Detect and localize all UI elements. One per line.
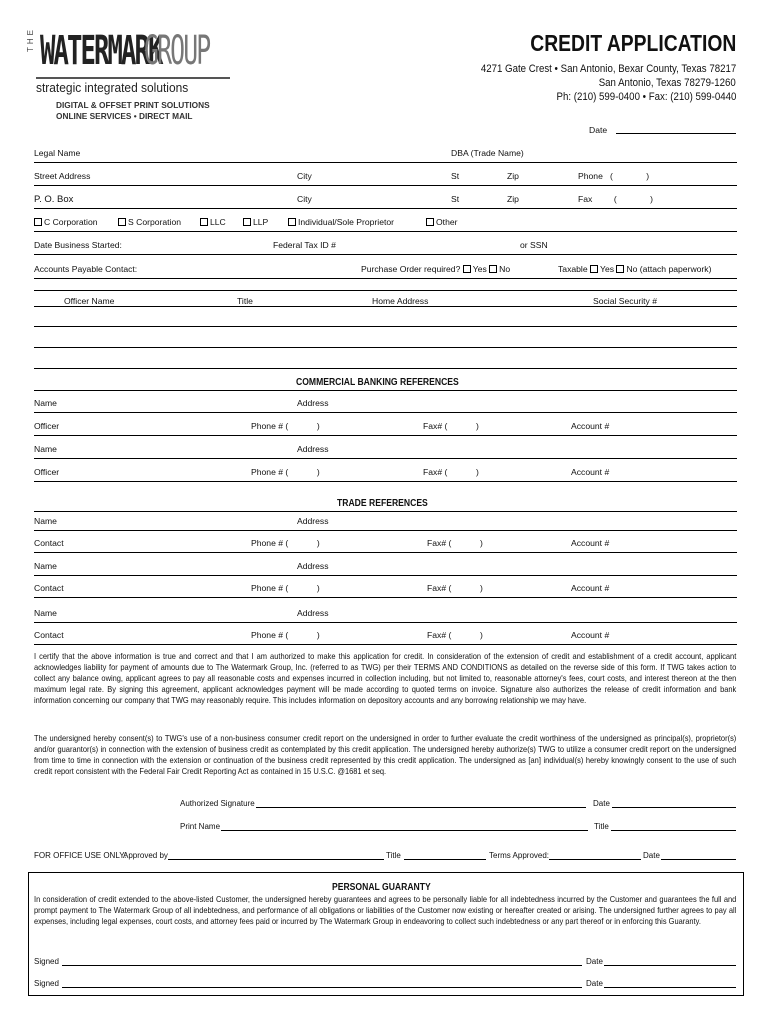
office-date-label: Date [643, 851, 660, 860]
terms-approved-field[interactable] [549, 859, 641, 860]
guaranty-date-label-2: Date [586, 979, 603, 988]
guaranty-signed-label-2: Signed [34, 979, 59, 988]
officer-row-2[interactable] [34, 326, 737, 327]
banking-heading: COMMERCIAL BANKING REFERENCES [296, 377, 459, 388]
page-title: CREDIT APPLICATION [529, 30, 736, 56]
po-no-option[interactable]: No [489, 264, 510, 274]
checkbox-icon [616, 265, 624, 273]
guaranty-date-field-2[interactable] [604, 987, 736, 988]
trade-account-label-1: Account # [571, 538, 610, 548]
bank-name-label: Name [34, 398, 57, 408]
checkbox-icon [489, 265, 497, 273]
trade-name-label-2: Name [34, 561, 57, 571]
bank-name-field-2[interactable] [34, 458, 737, 459]
certify-paragraph: I certify that the above information is true and correct and that I am authorized to make this application for credit. In consideration of the extension of credit and establishment of a credit account, applicant acknowledges liability for payment of amounts due to The Watermark Group, Inc. (referred to as TWG) per their TERMS AND CONDITIONS as detailed on the reverse side of this form. If TWG takes action to collect any balance owing, applicant agrees to pay all reasonable costs and expenses incurred in collection including, but not limited to, reasonable attorney's fees, court costs, and interest thereon at the then maximum legal rate. By signing this agreement, applicant acknowledges payment will be made according to quoted terms on invoice. Signature also authorizes the release of credit information and bank information concerning our company that TWG may reasonably require. This includes information on depository accounts and any borrowing relationship we may have. [34, 651, 737, 705]
ap-contact-field[interactable] [34, 278, 737, 279]
trade-contact-label-3: Contact [34, 630, 64, 640]
header-phone: Ph: (210) 599-0400 • Fax: (210) 599-0440 [556, 91, 736, 103]
zip-label: Zip [507, 171, 519, 181]
terms-approved-label: Terms Approved: [489, 851, 550, 860]
guaranty-signed-label-1: Signed [34, 957, 59, 966]
st-label-2: St [451, 194, 460, 204]
checkbox-icon [200, 218, 208, 226]
checkbox-icon [463, 265, 471, 273]
signature-date-field[interactable] [612, 807, 736, 808]
city-label-2: City [297, 194, 312, 204]
approved-by-field[interactable] [168, 859, 384, 860]
bank-fax-label: Fax# ( ) [423, 421, 479, 431]
checkbox-icon [426, 218, 434, 226]
legal-name-field[interactable] [34, 162, 737, 163]
trade-account-label-2: Account # [571, 583, 610, 593]
po-box-label: P. O. Box [34, 194, 74, 205]
office-use-label: FOR OFFICE USE ONLY: [34, 851, 127, 860]
print-title-field[interactable] [611, 830, 736, 831]
guaranty-date-field-1[interactable] [604, 965, 736, 966]
guaranty-signed-field-2[interactable] [62, 987, 582, 988]
trade-account-label-3: Account # [571, 630, 610, 640]
trade-address-label-1: Address [297, 516, 329, 526]
consent-paragraph: The undersigned hereby consent(s) to TWG's use of a non-business consumer credit report on the undersigned in order to further evaluate the credit worthiness of the undersigned as principal(s), proprietor(s) and/or guarantor(s) in connection with the extension of business credit as contemplated by this credit application. The undersigned hereby authorize(s) TWG to utilize a consumer credit report on the undersigned from time to time in connection with the extension or continuation of the business credit represented by this credit application. The undersigned as [an] individual(s) hereby knowingly consent to the use of such credit report consistent with the Federal Fair Credit Reporting Act as contained in 15 U.S.C. @1681 et seq. [34, 733, 737, 776]
logo-divider [36, 77, 230, 79]
entity-c-corp[interactable]: C Corporation [34, 217, 98, 227]
logo-word-group: GROUP [144, 28, 210, 74]
home-address-header: Home Address [372, 296, 429, 306]
federal-tax-label: Federal Tax ID # [273, 240, 336, 250]
bank-name-label-2: Name [34, 444, 57, 454]
checkbox-icon [243, 218, 251, 226]
city-label: City [297, 171, 312, 181]
date-started-field[interactable] [34, 254, 737, 255]
date-field[interactable] [616, 133, 736, 134]
ssn-header: Social Security # [593, 296, 658, 306]
guaranty-paragraph: In consideration of credit extended to the above-listed Customer, the undersigned hereby guarantees and agrees to be personally liable for all indebtedness incurred by the Customer and guarantees the full and prompt payment to The Watermark Group of all indebtedness, and performance of all obligations or liabilities of the Customer now existing or hereafter created or arising. The undersigned further agrees to pay all expenses, including legal expenses, court costs, and attorney fees paid or incurred by The Watermark Group in endeavoring to collect such indebtedness or any part thereof or in enforcing this Guaranty. [34, 894, 737, 926]
print-title-label: Title [594, 822, 609, 831]
trade-contact-field-3[interactable] [34, 644, 737, 645]
bank-officer-field[interactable] [34, 435, 737, 436]
dba-label: DBA (Trade Name) [451, 148, 524, 158]
trade-fax-label-3: Fax# ( ) [427, 630, 483, 640]
fax-label: Fax ( ) [578, 194, 653, 204]
trade-name-field-2[interactable] [34, 575, 737, 576]
logo-the: THE [26, 27, 35, 52]
trade-fax-label-2: Fax# ( ) [427, 583, 483, 593]
trade-address-label-2: Address [297, 561, 329, 571]
trade-contact-label-2: Contact [34, 583, 64, 593]
header-address-1: 4271 Gate Crest • San Antonio, Bexar County, Texas 78217 [480, 63, 736, 75]
entity-llp[interactable]: LLP [243, 217, 268, 227]
entity-sole-proprietor[interactable]: Individual/Sole Proprietor [288, 217, 394, 227]
bank-phone-label: Phone # ( ) [251, 421, 320, 431]
logo-line-1: DIGITAL & OFFSET PRINT SOLUTIONS [56, 100, 210, 110]
taxable-group: Taxable Yes No (attach paperwork) [558, 264, 712, 274]
authorized-signature-field[interactable] [256, 807, 586, 808]
legal-name-label: Legal Name [34, 148, 81, 158]
phone-label: Phone ( ) [578, 171, 650, 181]
po-box-field[interactable] [34, 208, 737, 209]
date-started-label: Date Business Started: [34, 240, 122, 250]
street-label: Street Address [34, 171, 91, 181]
checkbox-icon [118, 218, 126, 226]
zip-label-2: Zip [507, 194, 519, 204]
office-title-label: Title [386, 851, 401, 860]
trade-heading: TRADE REFERENCES [337, 498, 428, 509]
entity-s-corp[interactable]: S Corporation [118, 217, 181, 227]
bank-account-label-2: Account # [571, 467, 610, 477]
logo-tagline: strategic integrated solutions [36, 80, 189, 95]
trade-name-field-3[interactable] [34, 622, 737, 623]
print-name-field[interactable] [221, 830, 588, 831]
header-address-2: San Antonio, Texas 78279-1260 [598, 77, 736, 89]
ap-contact-label: Accounts Payable Contact: [34, 264, 138, 274]
trade-name-field-1[interactable] [34, 530, 737, 531]
taxable-yes-option[interactable]: Yes [590, 264, 614, 274]
bank-officer-label-2: Officer [34, 467, 60, 477]
entity-divider [34, 231, 737, 232]
logo-word-watermark: WATERMARK [40, 28, 162, 74]
guaranty-date-label-1: Date [586, 957, 603, 966]
trade-name-label-1: Name [34, 516, 57, 526]
authorized-signature-label: Authorized Signature [180, 799, 255, 808]
print-name-label: Print Name [180, 822, 221, 831]
checkbox-icon [590, 265, 598, 273]
banking-heading-line [34, 390, 737, 391]
st-label: St [451, 171, 460, 181]
trade-phone-label-3: Phone # ( ) [251, 630, 320, 640]
trade-phone-label-1: Phone # ( ) [251, 538, 320, 548]
trade-contact-field-1[interactable] [34, 552, 737, 553]
bank-fax-label-2: Fax# ( ) [423, 467, 479, 477]
officer-row-3[interactable] [34, 347, 737, 348]
guaranty-signed-field-1[interactable] [62, 965, 582, 966]
approved-by-label: Approved by [123, 851, 168, 860]
bank-officer-label: Officer [34, 421, 60, 431]
officer-name-header: Officer Name [64, 296, 115, 306]
date-label: Date [589, 125, 608, 135]
bank-account-label: Account # [571, 421, 610, 431]
checkbox-icon [34, 218, 42, 226]
trade-fax-label-1: Fax# ( ) [427, 538, 483, 548]
trade-address-label-3: Address [297, 608, 329, 618]
bank-name-field[interactable] [34, 412, 737, 413]
logo-line-2: ONLINE SERVICES • DIRECT MAIL [56, 111, 193, 121]
trade-heading-line [34, 511, 737, 512]
trade-contact-label-1: Contact [34, 538, 64, 548]
bank-address-label-2: Address [297, 444, 329, 454]
officer-table-top [34, 290, 737, 291]
entity-llc[interactable]: LLC [200, 217, 226, 227]
trade-contact-field-2[interactable] [34, 597, 737, 598]
title-header: Title [237, 296, 253, 306]
trade-name-label-3: Name [34, 608, 57, 618]
bank-officer-field-2[interactable] [34, 481, 737, 482]
street-field[interactable] [34, 185, 737, 186]
or-ssn-label: or SSN [520, 240, 548, 250]
office-date-field[interactable] [661, 859, 736, 860]
entity-other[interactable]: Other [426, 217, 458, 227]
bank-phone-label-2: Phone # ( ) [251, 467, 320, 477]
trade-phone-label-2: Phone # ( ) [251, 583, 320, 593]
officer-row-4[interactable] [34, 368, 737, 369]
office-title-field[interactable] [404, 859, 486, 860]
officer-row-1[interactable] [34, 306, 737, 307]
guaranty-heading: PERSONAL GUARANTY [332, 882, 431, 893]
po-required-group: Purchase Order required? Yes No [361, 264, 511, 274]
signature-date-label: Date [593, 799, 610, 808]
taxable-no-option[interactable]: No (attach paperwork) [616, 264, 711, 274]
checkbox-icon [288, 218, 296, 226]
bank-address-label: Address [297, 398, 329, 408]
po-yes-option[interactable]: Yes [463, 264, 487, 274]
